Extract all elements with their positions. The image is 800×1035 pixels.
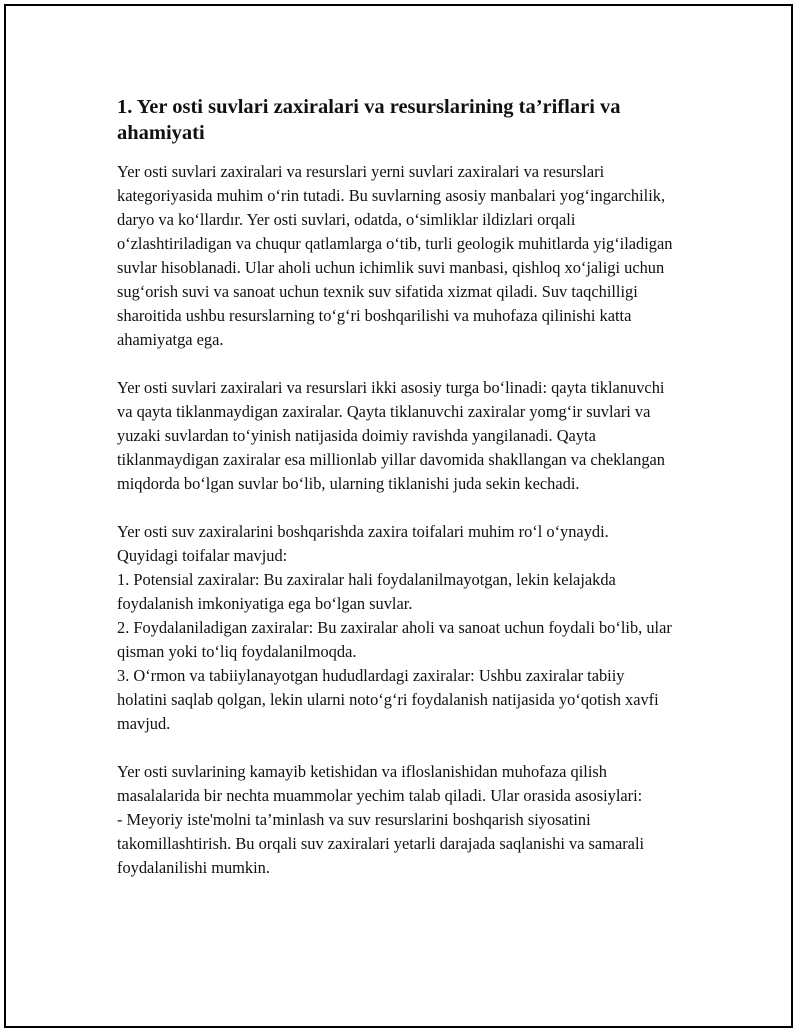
paragraph-types: Yer osti suvlari zaxiralari va resurslari ikki asosiy turga bo‘linadi: qayta tiklanuvchi va qayta tiklanmaydigan zaxiralar. Qayta tiklanuvchi zaxiralar yomg‘ir suvlari va yuzaki suvlardan to‘yinish natijasida doimiy ravishda yangilanadi. Qayta tiklanmaydigan zaxiralar esa millionlab yillar davomida shakllangan va cheklangan miqdorda bo‘lgan suvlar bo‘lib, ularning tiklanishi juda sekin kechadi.: [117, 378, 665, 493]
paragraph-protection: Yer osti suvlarining kamayib ketishidan va ifloslanishidan muhofaza qilish masalalarida bir nechta muammolar yechim talab qiladi. Ular orasida asosiylari: - Meyoriy iste'molni ta’minlash va suv resurslarini boshqarish siyosatini takomillashtirish. Bu orqali suv zaxiralari yetarli darajada saqlanishi va samarali foydalanilishi mumkin.: [117, 762, 645, 877]
document-body: [117, 94, 677, 904]
paragraph-categories: Yer osti suv zaxiralarini boshqarishda zaxira toifalari muhim ro‘l o‘ynaydi. Quyidagi toifalar mavjud: 1. Potensial zaxiralar: Bu zaxiralar hali foydalanilmayotgan, lekin kelajakda foydalanish imkoniyatiga ega bo‘lgan suvlar. 2. Foydalaniladigan zaxiralar: Bu zaxiralar aholi va sanoat uchun foydali bo‘lib, ular qisman yoki to‘liq foydalanilmoqda. 3. O‘rmon va tabiiylanayotgan hududlardagi zaxiralar: Ushbu zaxiralar tabiiy holatini saqlab qolgan, lekin ularni noto‘g‘ri foydalanish natijasida yo‘qotish xavfi mavjud.: [117, 522, 672, 733]
section-heading: 1. Yer osti suvlari zaxiralari va resurslarining ta’riflari va ahamiyati: [117, 96, 621, 144]
paragraph-intro: Yer osti suvlari zaxiralari va resurslari yerni suvlari zaxiralari va resurslari kategoriyasida muhim o‘rin tutadi. Bu suvlarning asosiy manbalari yog‘ingarchilik, daryo va ko‘llardır. Yer osti suvlari, odatda, o‘simliklar ildizlari orqali o‘zlashtiriladigan va chuqur qatlamlarga o‘tib, turli geologik muhitlarda yig‘iladigan suvlar hisoblanadi. Ular aholi uchun ichimlik suvi manbasi, qishloq xo‘jaligi uchun sug‘orish suvi va sanoat uchun texnik suv sifatida xizmat qiladi. Suv taqchilligi sharoitida ushbu resurslarning to‘g‘ri boshqarilishi va muhofaza qilinishi katta ahamiyatga ega.: [117, 162, 673, 349]
